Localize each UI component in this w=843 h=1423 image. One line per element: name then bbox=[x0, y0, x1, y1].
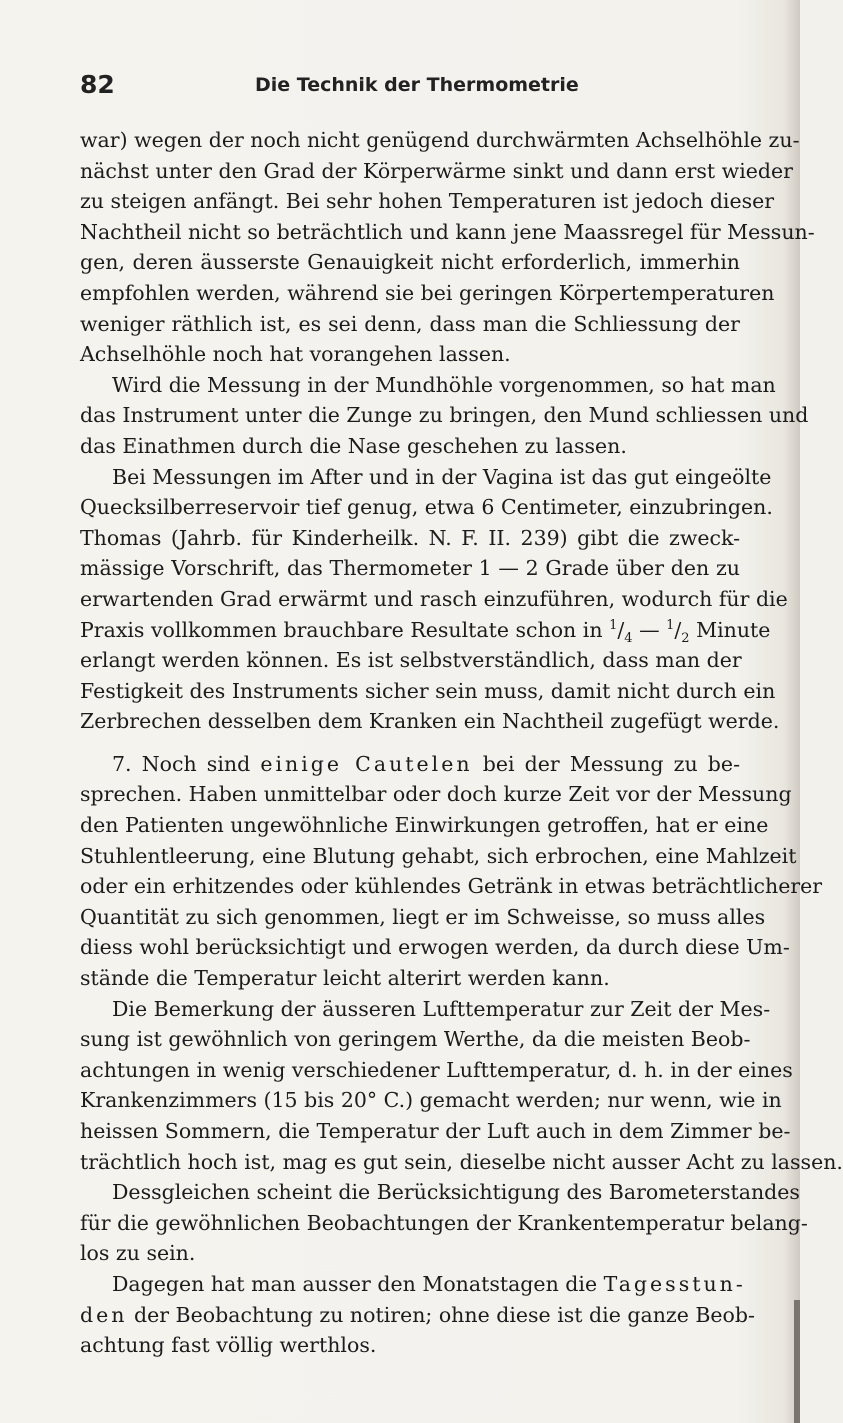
fraction-text-before: Praxis vollkommen brauchbare Resultate schon in bbox=[80, 617, 610, 642]
text-line: erlangt werden können. Es ist selbstverständlich, dass man der bbox=[80, 648, 742, 673]
section-7-emphasis: einige Cautelen bbox=[260, 751, 473, 776]
text-line: Die Bemerkung der äusseren Lufttemperatur zur Zeit der Mes- bbox=[112, 996, 771, 1021]
text-line: das Instrument unter die Zunge zu bringen, den Mund schliessen und bbox=[80, 403, 809, 428]
section-7-intro bbox=[80, 749, 740, 780]
fraction-1-numerator: 1 bbox=[609, 617, 618, 633]
page-edge-shadow bbox=[794, 1300, 800, 1423]
text-line: gen, deren äusserste Genauigkeit nicht erforderlich, immerhin bbox=[80, 250, 740, 275]
section-gap bbox=[80, 737, 740, 749]
text-line: erwartenden Grad erwärmt und rasch einzuführen, wodurch für die bbox=[80, 586, 788, 611]
paragraph-7-line-1 bbox=[80, 1269, 746, 1300]
text-line: Festigkeit des Instruments sicher sein muss, damit nicht durch ein bbox=[80, 678, 776, 703]
text-line: stände die Temperatur leicht alterirt werden kann. bbox=[80, 966, 610, 991]
text-line: Quecksilberreservoir tief genug, etwa 6 Centimeter, einzubringen. bbox=[80, 495, 773, 520]
text-line: Bei Messungen im After und in der Vagina ist das gut eingeölte bbox=[112, 464, 772, 489]
text-line: Stuhlentleerung, eine Blutung gehabt, sich erbrochen, eine Mahlzeit bbox=[80, 843, 797, 868]
text-line: Wird die Messung in der Mundhöhle vorgenommen, so hat man bbox=[112, 372, 776, 397]
page-number: 82 bbox=[80, 70, 115, 99]
text-line: Achselhöhle noch hat vorangehen lassen. bbox=[80, 342, 511, 367]
paragraph-7-emphasis-1: Tagesstun- bbox=[603, 1271, 746, 1296]
text-line-fraction: Praxis vollkommen brauchbare Resultate schon in $^1/_4$ — $^1/_2$ Minute bbox=[80, 617, 771, 646]
running-title: Die Technik der Thermometrie bbox=[255, 74, 579, 96]
text-line: los zu sein. bbox=[80, 1241, 196, 1266]
section-7-text-after: bei der Messung zu be- bbox=[472, 751, 740, 776]
text-line: weniger räthlich ist, es sei denn, dass man die Schliessung der bbox=[80, 311, 740, 336]
text-line: Nachtheil nicht so beträchtlich und kann jene Maassregel für Messun- bbox=[80, 219, 815, 244]
fraction-2-numerator: 1 bbox=[666, 617, 675, 633]
text-line: achtung fast völlig werthlos. bbox=[80, 1333, 377, 1358]
text-line: Quantität zu sich genommen, liegt er im Schweisse, so muss alles bbox=[80, 904, 766, 929]
page-header bbox=[80, 70, 740, 106]
text-line: nächst unter den Grad der Körperwärme sinkt und dann erst wieder bbox=[80, 158, 793, 183]
fraction-text-after: Minute bbox=[689, 617, 771, 642]
fraction-1-denominator: 4 bbox=[624, 630, 633, 646]
text-line: Thomas (Jahrb. für Kinderheilk. N. F. II. 239) gibt die zweck- bbox=[80, 525, 740, 550]
text-line: oder ein erhitzendes oder kühlendes Getränk in etwas beträchtlicherer bbox=[80, 874, 823, 899]
text-line: den Patienten ungewöhnliche Einwirkungen getroffen, hat er eine bbox=[80, 813, 769, 838]
text-line: für die gewöhnlichen Beobachtungen der Krankentemperatur belang- bbox=[80, 1210, 808, 1235]
fraction-dash: — bbox=[632, 617, 667, 642]
text-line: war) wegen der noch nicht genügend durchwärmten Achselhöhle zu- bbox=[80, 128, 800, 152]
text-line: sprechen. Haben unmittelbar oder doch kurze Zeit vor der Messung bbox=[80, 782, 792, 807]
text-line: das Einathmen durch die Nase geschehen zu lassen. bbox=[80, 433, 627, 458]
text-line: zu steigen anfängt. Bei sehr hohen Temperaturen ist jedoch dieser bbox=[80, 189, 775, 214]
text-line: Dessgleichen scheint die Berücksichtigung des Barometerstandes bbox=[112, 1180, 800, 1205]
paragraph-7-emphasis-2: den bbox=[80, 1302, 128, 1327]
text-line: diess wohl berücksichtigt und erwogen werden, da durch diese Um- bbox=[80, 935, 790, 960]
section-7-text-before: 7. Noch sind bbox=[112, 751, 261, 776]
text-line: empfohlen werden, während sie bei geringen Körpertemperaturen bbox=[80, 280, 775, 305]
text-line: sung ist gewöhnlich von geringem Werthe, da die meisten Beob- bbox=[80, 1027, 751, 1052]
body-text bbox=[80, 125, 843, 1361]
text-line: Krankenzimmers (15 bis 20° C.) gemacht werden; nur wenn, wie in bbox=[80, 1088, 782, 1113]
paragraph-7-line-2 bbox=[80, 1300, 755, 1331]
text-line: heissen Sommern, die Temperatur der Luft auch in dem Zimmer be- bbox=[80, 1119, 791, 1143]
text-line: mässige Vorschrift, das Thermometer 1 — 2 Grade über den zu bbox=[80, 556, 740, 581]
text-line: Zerbrechen desselben dem Kranken ein Nachtheil zugefügt werde. bbox=[80, 709, 780, 734]
fraction-2-denominator: 2 bbox=[681, 630, 690, 646]
paragraph-7-text-before: Dagegen hat man ausser den Monatstagen die bbox=[112, 1271, 604, 1296]
paragraph-7-text-after: der Beobachtung zu notiren; ohne diese ist die ganze Beob- bbox=[127, 1302, 755, 1327]
text-line: achtungen in wenig verschiedener Lufttemperatur, d. h. in der eines bbox=[80, 1057, 793, 1082]
text-line: trächtlich hoch ist, mag es gut sein, dieselbe nicht ausser Acht zu lassen. bbox=[80, 1149, 843, 1174]
